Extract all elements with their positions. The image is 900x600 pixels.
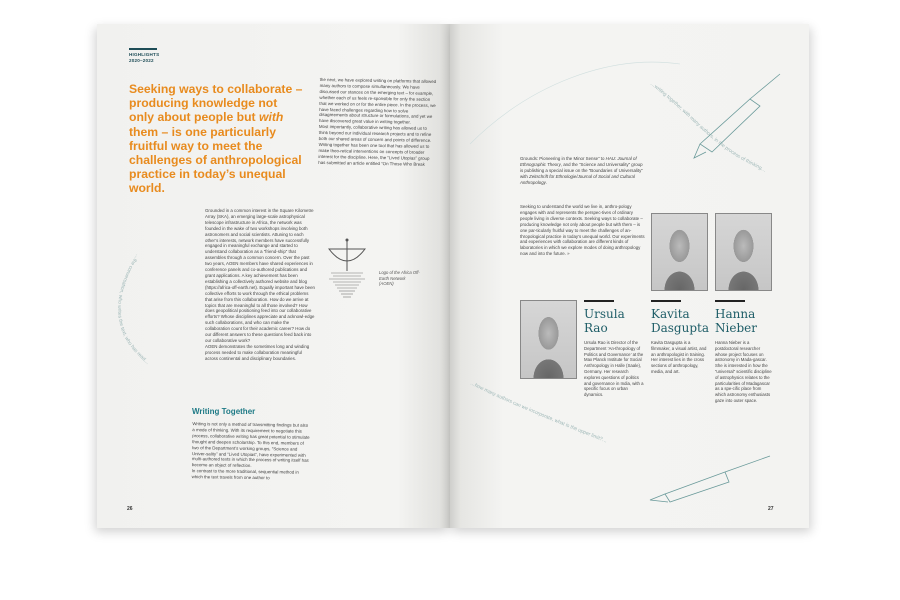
top-text-part1: Grounds: Pioneering in the Minor Sense” to [520,156,606,161]
page-number-right: 27 [768,506,774,512]
journal-2: Zeitschrift für Ethnologie/Journal of Social and Cultural Anthropology [520,173,635,185]
person-bio: Kavita Dasgupta is a filmmaker, a visual artist, and an anthropologist in training. Her interest lies in the cross sections of anthropology, media, and art. [651,340,707,374]
photo-kavita-dasgupta [651,213,708,291]
column-1-bottom-text: Writing is not only a method of transmitting findings but also a mode of thinking. With its requirement to negotiate this process, collaborative writing has great potential to stimulate thought and deepen scholarship. To this end, members of two of the Department’s working groups, “Science and Univer-sality” and “Lived Utopias”, have experimented with multi-authored texts in which the process of writing itself has become an object of reflection. In contrast to the more traditional, sequential method in which the text travels from one author to [191,421,310,481]
top-text-part3: . [545,179,548,185]
name-rule [584,300,614,302]
magazine-spread [97,24,809,528]
photo-ursula-rao [520,300,577,379]
name-rule [715,300,745,302]
person-name: Kavita Dasgupta [651,307,710,335]
person-name: Hanna Nieber [715,307,757,335]
fountain-pen-icon-2 [650,456,770,502]
closing-paragraph: Seeking to understand the world we live in, anthro-pology engages with and represents the perspec-tives of ordinary people living in diverse contexts. Seeking ways to collaborate – producing knowledge not only about people but with them – is one par-ticularly fruitful way to meet the challenges of an-thropological practice in today’s unequal world. Our experiments and experiences with collaboration are different kinds of laboratories in which we explore modes of doing anthropology now and into the future. » [520,204,645,257]
page-number-left: 26 [127,506,133,512]
person-bio: Hanna Nieber is a postdoctoral researcher whose project focuses on astronomy in Mada-gascar. She is interested in how the “universal” scientific discipline of astrophysics relates to the particularities of Madagascar as a spe-cific place from which astronomy enthusiasts gaze into outer space. [715,340,772,403]
pull-quote-part2: them – is one particularly fruitful way to meet the challenges of anthropological practice in today’s unequal world. [129,124,302,196]
snake-text-right-bottom: …how many authors can we incorporate, what is the upper limit?… [469,380,608,445]
snake-text-left: …the conversation, who writes the text, who has read… [116,252,151,366]
pull-quote [129,82,304,196]
top-continuation-text [520,156,645,186]
person-name: Ursula Rao [584,307,625,335]
column-2-text: the next, we have explored writing on platforms that allowed many authors to compose simultaneously. We have discussed our stances on the emerging text – for example, whether each of us feels re-sponsible for only the section that we worked on or for the entire piece. In the process, we have faced challenges regarding how to solve disagreements about structure or formulations, and yet we have discovered great value in writing together. Most importantly, collaborative writing has allowed us to think beyond our individual research projects and to refine both our shared areas of concern and points of difference. Writing together has been one tool that has allowed us to make theo-retical interventions on concepts of broader interest for the discipline. Here, the “Lived Utopias” group has submitted an article entitled “On Those Who Break [318,76,437,167]
aoen-logo-icon [323,229,371,311]
section-rule [129,48,157,50]
pull-quote-part1: Seeking ways to collaborate – producing knowledge not only about people but [129,82,303,125]
column-1-text: Grounded in a common interest in the Square Kilometre Array (SKA), an emerging large-scale astrophysical telescope infrastructure in Africa, the network was founded in the wake of two workshops involving both astronomers and social scientists. Attuning to each other’s interests, network members have successfully engaged in meaningful exchange and started to understand collaboration as a “friend-ship” that assembles through a common concern. Over the past two years, AOEN members have shared experiences in conference panels and co-authored publications and grant applications. A key achievement has been establishing a collectively authored website and blog (https://africa-off-earth.net). Equally important have been collective efforts to work through the ethical problems that arise from this collaboration. How do we arrive at topics that are meaningful to all those involved? How does geopolitical positioning feed into our collaborative efforts? Whose disciplines appreciate and acknowl-edge such collaborations, and who can make the collaboration count for their academic career? How do our different answers to these questions feed back into our collaborative work? AOEN demonstrates the sometimes long and winding process needed to make collaboration meaningful across continental and disciplinary boundaries. [205,208,315,361]
section-heading: Writing Together [192,407,256,416]
top-text-part2: , and the “Science and Universality” group is publishing a special issue on the “Boundaries of Universality” with [520,161,643,179]
snake-text-right-top: …writing together, with many authors, in the process of thinking… [648,80,768,174]
name-rule [651,300,681,302]
pull-quote-emph: with [259,110,284,125]
right-page [450,24,809,528]
left-page [97,24,450,528]
fountain-pen-icon [694,74,780,158]
person-bio: Ursula Rao is Director of the Department ‘An-thropology of Politics and Governance’ at the Max Planck Institute for Social Anthropology in Halle (Saale), Germany. Her research explores questions of politics and governance in India, with a specific focus on urban dynamics. [584,340,644,398]
logo-caption: Logo of the Africa Off-Earth Network (AOEN) [379,270,420,287]
journal-1: HAU: Journal of Ethnographic Theory [520,156,637,167]
photo-hanna-nieber [715,213,772,291]
section-label: HIGHLIGHTS 2020–2022 [129,52,160,63]
